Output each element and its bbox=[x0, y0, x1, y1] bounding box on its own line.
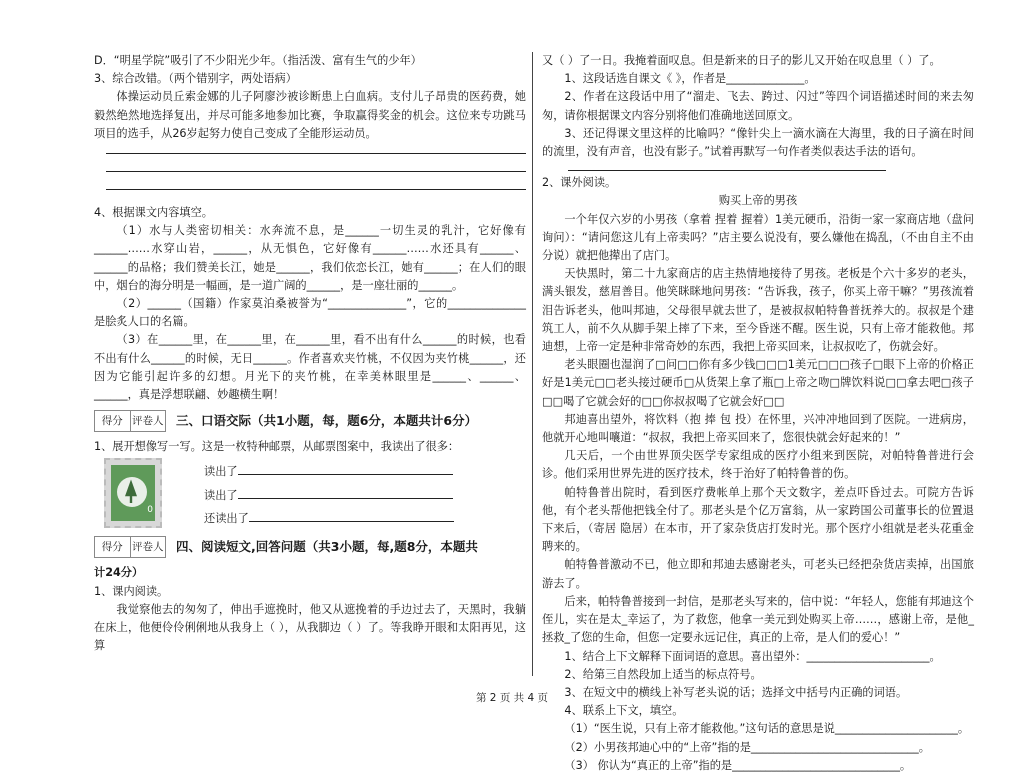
reading-1-heading: 1、课内阅读。 bbox=[94, 584, 169, 598]
read-line-2 bbox=[238, 486, 453, 499]
column-divider bbox=[532, 52, 533, 676]
question-3-heading: 3、综合改错。（两个错别字，两处语病） bbox=[94, 72, 297, 86]
reviewer-label: 评卷人 bbox=[132, 415, 164, 428]
section-4-title: 四、阅读短文,回答问题（共3小题，每,题8分，本题共 bbox=[176, 539, 478, 555]
story-paragraph-7: 帕特鲁普激动不已，他立即和邦迪去感谢老头，可老头已经把杂货店卖掉，出国旅游去了。 bbox=[542, 558, 974, 590]
passage-continuation: 又（ ）了一日。我掩着面叹息。但是新来的日子的影儿又开始在叹息里（ ）了。 bbox=[542, 54, 941, 67]
left-column bbox=[94, 52, 526, 655]
reading-2-heading: 2、课外阅读。 bbox=[542, 176, 617, 190]
story-paragraph-4: 邦迪喜出望外，将饮料（抱 捧 包 投）在怀里，兴冲冲地回到了医院。一进病房，他就开心地叫嚷道：“叔叔，我把上帝买回来了，您很快就会好起来的！” bbox=[542, 412, 974, 445]
story-question-4: 4、联系上下文，填空。 bbox=[564, 704, 684, 718]
read-label-3: 还读出了 bbox=[204, 511, 249, 525]
read-line-1 bbox=[238, 462, 453, 475]
story-question-2: 2、给第三自然段加上适当的标点符号。 bbox=[564, 667, 762, 681]
stamp-question: 1、展开想像写一写。这是一枚特种邮票，从邮票图案中，我读出了很多： bbox=[94, 440, 460, 454]
reviewer-label: 评卷人 bbox=[132, 541, 164, 554]
story-question-1: 1、结合上下文解释下面词语的意思。喜出望外：______________________。 bbox=[564, 649, 941, 663]
fill-blank-1: （1）水与人类密切相关：水奔流不息，是______一切生灵的乳汁，它好像有______……水穿山岩，______，从无惧色，它好像有______……水还具有______、______的品格；我们赞美长江，她是______，我们依恋长江，她有______；在人们的眼中，烟台的海分明是一幅画，是一道广阔的______，是一座壮丽的______。 bbox=[94, 224, 526, 292]
reading-1-passage: 我觉察他去的匆匆了，伸出手遮挽时，他又从遮挽着的手边过去了，天黑时，我躺在床上，他便伶伶俐俐地从我身上（ ），从我脚边（ ）了。等我睁开眼和太阳再见，这算 bbox=[94, 602, 526, 653]
story-question-3: 3、在短文中的横线上补写老头说的话；选择文中括号内正确的词语。 bbox=[564, 685, 908, 699]
error-correction-passage: 体操运动员丘索金娜的儿子阿廖沙被诊断患上白血病。支付儿子昂贵的医药费，她毅然绝然地选择复出，并尽可能多地参加比赛，争取赢得奖金的机会。这位来专功跳马项目的选手，从26岁起努力使自己变成了全能形运动员。 bbox=[94, 90, 526, 140]
stamp-image bbox=[104, 458, 162, 528]
question-2: 2、作者在这段话中用了“溜走、飞去、跨过、闪过”等四个词语描述时间的来去匆匆，请你根据课文内容分别将他们准确地送回原文。 bbox=[542, 90, 974, 122]
story-paragraph-5: 几天后，一个由世界顶尖医学专家组成的医疗小组来到医院，对帕特鲁普进行会诊。他们采用世界先进的医疗技术，终于治好了帕特鲁普的伤。 bbox=[542, 449, 974, 481]
story-paragraph-3: 老头眼圈也湿润了□问□□你有多少钱□□□1美元□□□孩子□眼下上帝的价格正好是1美元□□老头接过硬币□从货架上拿了瓶□上帝之吻□牌饮料说□□拿去吧□孩子□□喝了它就会好的□□你叔叔喝了它就会好□□ bbox=[542, 358, 974, 408]
question-4-heading: 4、根据课文内容填空。 bbox=[94, 206, 213, 220]
story-paragraph-1: 一个年仅六岁的小男孩（拿着 捏着 握着）1美元硬币，沿街一家一家商店地（盘问 询问）：“请问您这儿有上帝卖吗？”店主要么说没有，要么嫌他在捣乱，（不由自主不由分说）就把他撵出了店门。 bbox=[542, 212, 974, 263]
question-3: 3、还记得课文里这样的比喻吗？“像针尖上一滴水滴在大海里，我的日子滴在时间的流里，没有声音，也没有影子。”试着再默写一句作者类似表达手法的语句。 bbox=[542, 126, 974, 159]
story-title: 购买上帝的男孩 bbox=[718, 194, 798, 208]
question-1: 1、这段话选自课文《 》，作者是______________。 bbox=[564, 72, 816, 86]
page-footer: 第 2 页 共 4 页 bbox=[475, 692, 549, 704]
score-label: 得分 bbox=[95, 411, 131, 431]
story-question-4-1: （1）“医生说，只有上帝才能救他。”这句话的意思是说______________________。 bbox=[564, 722, 970, 736]
option-d: D．“明星学院”吸引了不少阳光少年。（指活泼、富有生气的少年） bbox=[94, 54, 422, 67]
fill-blank-3: （3）在______里，在______里，在______里，看不出有什么______的时候，也看不出有什么______的时候，无日______。作者喜欢夹竹桃，不仅因为夹竹桃______，还因为它能引起许多的幻想。月光下的夹竹桃，在幸美林眼里是______、______、______，真是浮想联翩、妙趣横生啊！ bbox=[94, 333, 526, 402]
read-label-1: 读出了 bbox=[204, 465, 238, 479]
story-paragraph-2: 天快黑时，第二十九家商店的店主热情地接待了男孩。老板是个六十多岁的老头，满头银发，慈眉善目。他笑眯眯地问男孩：“告诉我，孩子，你买上帝干嘛？”男孩流着泪告诉老头，他叫邦迪，父母很早就去世了，是被叔叔帕特鲁普抚养大的。叔叔是个建筑工人，前不久从脚手架上摔了下来，至今昏迷不醒。医生说，只有上帝才能救他。邦迪想，上帝一定是种非常奇妙的东西，我把上帝买回来，让叔叔吃了，伤就会好。 bbox=[542, 267, 974, 354]
read-line-3 bbox=[249, 509, 454, 522]
score-label: 得分 bbox=[95, 537, 131, 557]
score-box bbox=[94, 536, 166, 558]
right-column bbox=[542, 52, 974, 775]
section-3-title: 三、口语交际（共1小题，每，题6分，本题共计6分） bbox=[176, 413, 478, 429]
section-4-header bbox=[94, 530, 526, 564]
story-question-4-3: （3） 你认为“真正的上帝”指的是______________________________。 bbox=[564, 758, 912, 772]
story-question-4-2: （2）小男孩邦迪心中的“上帝”指的是______________________________。 bbox=[564, 740, 930, 754]
section-4-title-cont: 计24分） bbox=[94, 566, 144, 580]
score-box bbox=[94, 410, 166, 432]
stamp-row bbox=[94, 456, 526, 530]
story-paragraph-8: 后来，帕特鲁普接到一封信，是那老头写来的，信中说：“年轻人，您能有邦迪这个侄儿，实在是太_幸运了，为了救您，他拿一美元到处购买上帝……，感谢上帝，是他_拯救_了您的生命，但您一定要永远记住，真正的上帝，是人们的爱心！” bbox=[542, 594, 974, 645]
stamp-value: 0 bbox=[147, 505, 153, 516]
fill-blank-2: （2）______（国籍）作家莫泊桑被誉为“______________”，它的______________是脍炙人口的名篇。 bbox=[94, 297, 526, 329]
read-label-2: 读出了 bbox=[204, 488, 238, 502]
section-3-header bbox=[94, 404, 526, 438]
story-paragraph-6: 帕特鲁普出院时，看到医疗费帐单上那个天文数字，差点吓昏过去。可院方告诉他，有个老头帮他把钱全付了。那老头是个亿万富翁，从一家跨国公司董事长的位置退下来后，（寄居 隐居）在本市，开了家杂货店打发时光。那个医疗小组就是老头花重金聘来的。 bbox=[542, 485, 974, 554]
